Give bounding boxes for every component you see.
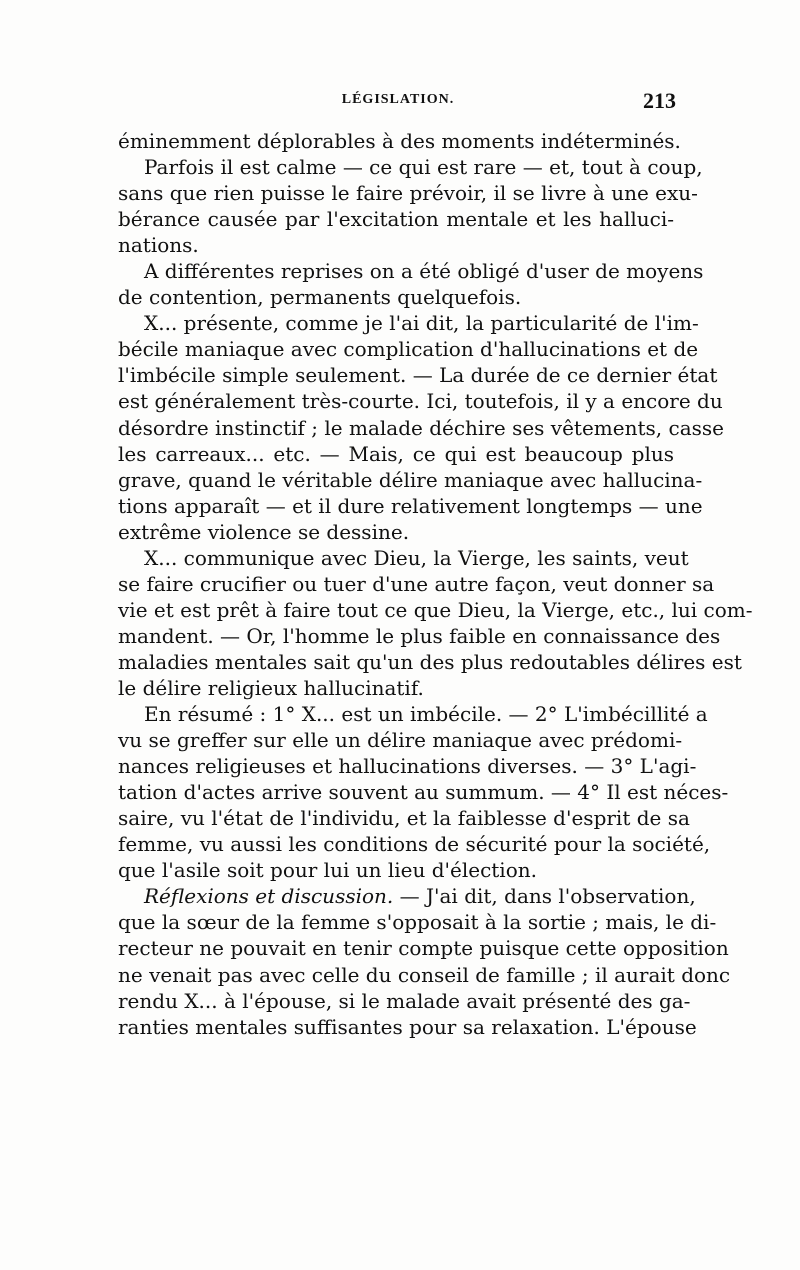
text-line: que la sœur de la femme s'opposait à la sortie ; mais, le di-: [118, 910, 717, 935]
text-line: saire, vu l'état de l'individu, et la faiblesse d'esprit de sa: [118, 806, 690, 831]
text-line: le délire religieux hallucinatif.: [118, 675, 424, 700]
text-line: nations.: [118, 233, 199, 258]
text-line: bécile maniaque avec complication d'hallucinations et de: [118, 337, 699, 362]
text-line: de contention, permanents quelquefois.: [118, 285, 522, 310]
text-line: vu se greffer sur elle un délire maniaque avec prédomi-: [118, 728, 683, 753]
text-line: mandent. — Or, l'homme le plus faible en connaissance des: [118, 623, 721, 648]
line-remainder: — J'ai dit, dans l'observation,: [393, 884, 696, 909]
text-line: ranties mentales suffisantes pour sa relaxation. L'épouse: [118, 1014, 697, 1039]
text-line: est généralement très-courte. Ici, toutefois, il y a encore du: [118, 389, 723, 414]
running-title: LÉGISLATION.: [341, 92, 455, 107]
text-line: que l'asile soit pour lui un lieu d'élection.: [118, 858, 537, 883]
text-line: extrême violence se dessine.: [118, 519, 410, 544]
text-line: grave, quand le véritable délire maniaque avec hallucina-: [118, 467, 703, 492]
text-line: recteur ne pouvait en tenir compte puisque cette opposition: [118, 936, 729, 961]
text-line: A différentes reprises on a été obligé d'user de moyens: [144, 259, 704, 284]
text-line: Parfois il est calme — ce qui est rare — et, tout à coup,: [144, 155, 703, 180]
text-line: femme, vu aussi les conditions de sécurité pour la société,: [118, 832, 711, 857]
text-line: éminemment déplorables à des moments indéterminés.: [118, 129, 681, 153]
text-line: vie et est prêt à faire tout ce que Dieu, la Vierge, etc., lui com-: [118, 597, 753, 622]
text-line: [118, 883, 696, 909]
text-line: se faire crucifier ou tuer d'une autre façon, veut donner sa: [118, 571, 715, 596]
text-line: tation d'actes arrive souvent au summum. — 4° Il est néces-: [118, 780, 729, 805]
text-line: l'imbécile simple seulement. — La durée de ce dernier état: [118, 363, 718, 388]
body-text: [118, 128, 753, 1040]
text-line: rendu X... à l'épouse, si le malade avait présenté des ga-: [118, 988, 691, 1013]
italic-heading: Réflexions et discussion.: [144, 884, 394, 909]
text-line: X... présente, comme je l'ai dit, la particularité de l'im-: [144, 311, 699, 336]
running-head: [118, 88, 678, 116]
text-line: X... communique avec Dieu, la Vierge, les saints, veut: [144, 545, 689, 570]
text-line: En résumé : 1° X... est un imbécile. — 2° L'imbécillité a: [144, 702, 708, 727]
text-line: les carreaux... etc. — Mais, ce qui est beaucoup plus: [118, 441, 674, 466]
page-number: 213: [643, 88, 676, 113]
text-line: ne venait pas avec celle du conseil de famille ; il aurait donc: [118, 962, 731, 987]
text-line: tions apparaît — et il dure relativement longtemps — une: [118, 493, 703, 518]
text-line: sans que rien puisse le faire prévoir, il se livre à une exu-: [118, 181, 698, 206]
text-line: bérance causée par l'excitation mentale et les halluci-: [118, 207, 674, 232]
text-line: désordre instinctif ; le malade déchire ses vêtements, casse: [118, 415, 724, 440]
text-line: nances religieuses et hallucinations diverses. — 3° L'agi-: [118, 754, 697, 779]
text-line: maladies mentales sait qu'un des plus redoutables délires est: [118, 649, 742, 674]
